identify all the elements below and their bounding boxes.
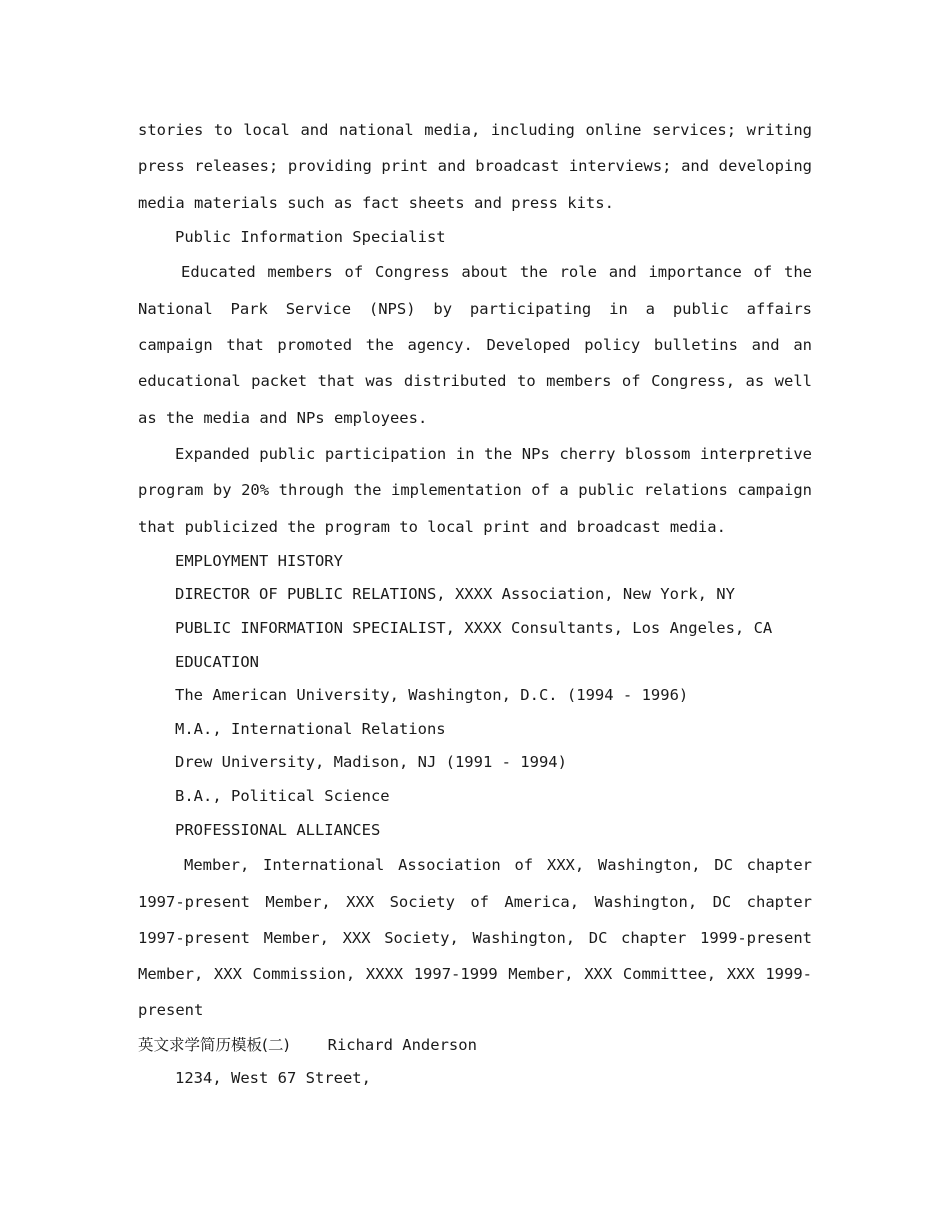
congress-paragraph: Educated members of Congress about the role and importance of the National Park Service (NPS) by participating in a public affairs campaign that promoted the agency. Developed policy bulletins and an educational packet that was distributed to members of Congress, as well as the media and NPs employees.: [138, 263, 812, 427]
employment-entry: PUBLIC INFORMATION SPECIALIST, XXXX Consultants, Los Angeles, CA: [175, 619, 773, 638]
alliances-heading: PROFESSIONAL ALLIANCES: [175, 820, 381, 839]
resume-page: [138, 112, 812, 1096]
template-title: 英文求学简历模板(二): [138, 1035, 290, 1054]
intro-paragraph: stories to local and national media, including online services; writing press releases; providing print and broadcast interviews; and developing media materials such as fact sheets and press kits.: [138, 121, 812, 212]
education-entry: B.A., Political Science: [175, 787, 390, 806]
employment-entry: DIRECTOR OF PUBLIC RELATIONS, XXXX Association, New York, NY: [175, 585, 735, 604]
education-heading: EDUCATION: [175, 652, 259, 671]
applicant-name: Richard Anderson: [327, 1035, 477, 1054]
alliances-paragraph: Member, International Association of XXX, Washington, DC chapter 1997-present Member, XXX Society of America, Washington, DC chapter 1997-present Member, XXX Society, Washington, DC chapter 1999-present Member, XXX Commission, XXXX 1997-1999 Member, XXX Committee, XXX 1999-present: [138, 856, 812, 1020]
template-title-line: [138, 1029, 812, 1063]
role-title: Public Information Specialist: [175, 227, 446, 246]
address-line: 1234, West 67 Street,: [175, 1069, 371, 1088]
employment-heading: EMPLOYMENT HISTORY: [175, 551, 343, 570]
education-entry: Drew University, Madison, NJ (1991 - 1994): [175, 753, 567, 772]
cherry-blossom-paragraph: Expanded public participation in the NPs cherry blossom interpretive program by 20% through the implementation of a public relations campaign that publicized the program to local print and broadcast media.: [138, 444, 812, 536]
education-entry: M.A., International Relations: [175, 719, 446, 738]
education-entry: The American University, Washington, D.C. (1994 - 1996): [175, 686, 689, 705]
